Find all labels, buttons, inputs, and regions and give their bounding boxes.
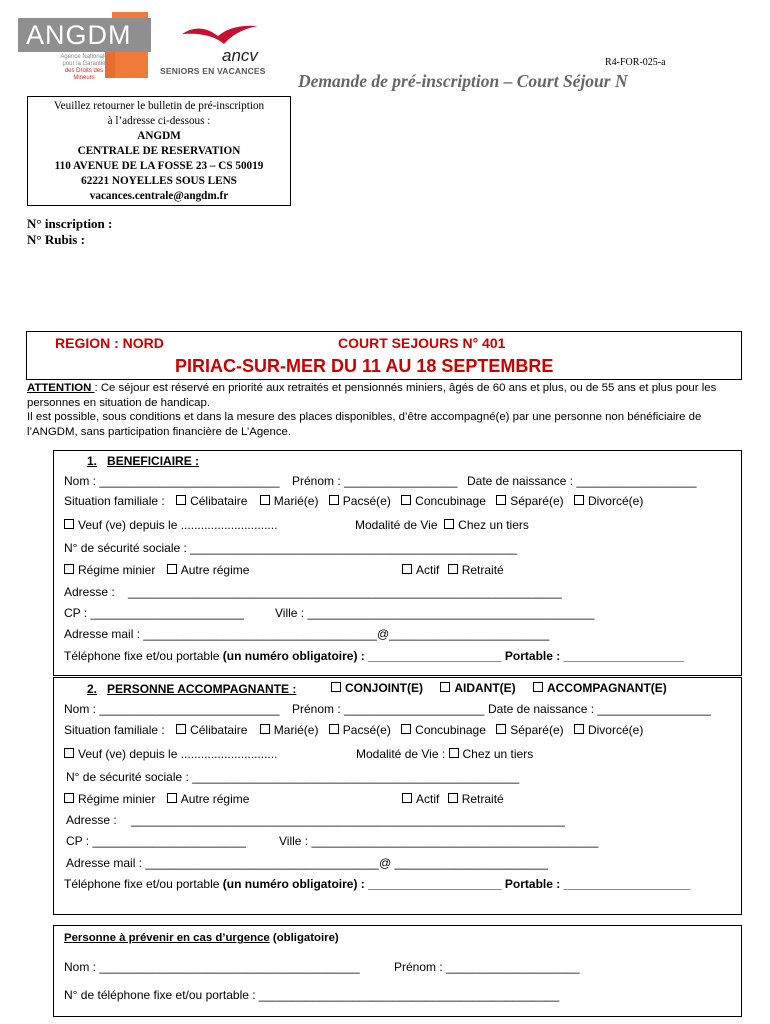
- option-actif[interactable]: [402, 563, 439, 577]
- option-label: Concubinage: [415, 494, 486, 508]
- address-line-3: ANGDM: [137, 130, 181, 142]
- inscription-block: [27, 216, 112, 248]
- checkbox-icon[interactable]: [331, 682, 341, 692]
- checkbox-icon[interactable]: [167, 564, 177, 574]
- option-label: Séparé(e): [510, 723, 564, 737]
- option-label: Pacsé(e): [342, 723, 391, 737]
- beneficiaire-prenom-field[interactable]: Prénom : _________________: [292, 474, 458, 488]
- option-pacse[interactable]: [329, 723, 391, 737]
- rubis-number-label: N° Rubis :: [27, 232, 85, 247]
- checkbox-icon[interactable]: [444, 519, 454, 529]
- option-accompagnant[interactable]: [533, 681, 667, 695]
- option-actif[interactable]: [402, 792, 439, 806]
- beneficiaire-mail-field[interactable]: Adresse mail : ___________________________________@________________________: [64, 627, 550, 641]
- beneficiaire-regime-row: [64, 563, 249, 577]
- accompagnant-cp-field[interactable]: CP : _______________________: [66, 834, 246, 848]
- option-label: Célibataire: [190, 723, 248, 737]
- beneficiaire-situation-row: [64, 494, 643, 508]
- ancv-logo: ancv: [222, 46, 258, 65]
- checkbox-icon[interactable]: [574, 724, 584, 734]
- checkbox-icon[interactable]: [64, 748, 74, 758]
- return-address-box: [27, 96, 291, 206]
- beneficiaire-tel-field[interactable]: [64, 649, 684, 663]
- accompagnant-secu-field[interactable]: N° de sécurité sociale : _________________________________________________: [66, 770, 520, 784]
- angdm-tagline-1: Agence Nationale: [60, 54, 108, 60]
- option-label: Séparé(e): [510, 494, 564, 508]
- attention-label: ATTENTION: [27, 382, 95, 394]
- address-line-6: 62221 NOYELLES SOUS LENS: [81, 175, 237, 187]
- accompagnant-adresse-label: Adresse :: [66, 813, 117, 827]
- beneficiaire-secu-field[interactable]: N° de sécurité sociale : _________________________________________________: [64, 541, 518, 555]
- checkbox-icon[interactable]: [401, 495, 411, 505]
- checkbox-icon[interactable]: [329, 724, 339, 734]
- accompagnant-type-row: [331, 681, 667, 695]
- inscription-number-label: N° inscription :: [27, 216, 113, 231]
- option-concubinage[interactable]: [401, 494, 486, 508]
- checkbox-icon[interactable]: [496, 495, 506, 505]
- accompagnant-mail-field[interactable]: Adresse mail : ___________________________________@ _______________________: [66, 856, 548, 870]
- accompagnant-veuf[interactable]: [64, 747, 277, 761]
- tel-mandatory: (un numéro obligatoire) : ____________________ Portable : ___________________: [222, 877, 691, 891]
- beneficiaire-heading-num: 1.: [87, 454, 98, 468]
- option-concubinage[interactable]: [401, 723, 486, 737]
- checkbox-icon[interactable]: [64, 519, 74, 529]
- option-celibataire[interactable]: [176, 723, 247, 737]
- option-separe[interactable]: [496, 494, 563, 508]
- checkbox-icon[interactable]: [533, 682, 543, 692]
- beneficiaire-adresse-label: Adresse :: [64, 585, 115, 599]
- checkbox-icon[interactable]: [64, 564, 74, 574]
- court-sejour-label: COURT SEJOURS N° 401: [338, 335, 506, 351]
- veuf-label: Veuf (ve) depuis le .............................: [78, 747, 278, 761]
- beneficiaire-veuf[interactable]: [64, 518, 277, 532]
- tel-label: Téléphone fixe et/ou portable: [64, 877, 220, 891]
- checkbox-icon[interactable]: [64, 793, 74, 803]
- option-divorce[interactable]: [574, 723, 643, 737]
- option-divorce[interactable]: [574, 494, 643, 508]
- accompagnant-modalite: [356, 747, 533, 761]
- option-autre-regime[interactable]: [167, 792, 250, 806]
- checkbox-icon[interactable]: [449, 748, 459, 758]
- beneficiaire-adresse-field[interactable]: _________________________________________________________________: [128, 585, 562, 599]
- option-label: Retraité: [461, 792, 504, 806]
- accompagnant-adresse-field[interactable]: _________________________________________________________________: [131, 813, 565, 827]
- option-label: Autre régime: [180, 792, 250, 806]
- checkbox-icon[interactable]: [329, 495, 339, 505]
- option-label: AIDANT(E): [454, 681, 516, 695]
- address-line-5: 110 AVENUE DE LA FOSSE 23 – CS 50019: [54, 160, 264, 172]
- checkbox-icon[interactable]: [448, 564, 458, 574]
- angdm-tagline: [55, 54, 113, 82]
- address-line-2: à l’adresse ci-dessous :: [107, 115, 211, 127]
- option-label: Actif: [416, 792, 440, 806]
- checkbox-icon[interactable]: [176, 724, 186, 734]
- checkbox-icon[interactable]: [402, 793, 412, 803]
- option-regime-minier[interactable]: [64, 792, 155, 806]
- beneficiaire-nom-field[interactable]: Nom : ___________________________: [64, 474, 280, 488]
- checkbox-icon[interactable]: [496, 724, 506, 734]
- urgence-heading-suffix: (obligatoire): [269, 932, 339, 944]
- checkbox-icon[interactable]: [448, 793, 458, 803]
- option-label: Retraité: [461, 563, 504, 577]
- option-label: Célibataire: [190, 494, 248, 508]
- tiers-label: Chez un tiers: [458, 518, 529, 532]
- beneficiaire-modalite: [355, 518, 529, 532]
- accompagnant-regime-row: [64, 792, 249, 806]
- checkbox-icon[interactable]: [402, 564, 412, 574]
- attention-text-1: : Ce séjour est réservé en priorité aux retraités et pensionnés miniers, âgés de 60 ans et plus, ou de 55 ans et plus pour les personnes en situation de handicap.: [27, 382, 717, 409]
- option-label: Actif: [416, 563, 440, 577]
- accompagnant-heading-num: 2.: [87, 682, 98, 696]
- urgence-nom-field[interactable]: Nom : _______________________________________: [64, 960, 360, 974]
- option-label: Régime minier: [78, 792, 156, 806]
- checkbox-icon[interactable]: [176, 495, 186, 505]
- option-marie[interactable]: [260, 494, 319, 508]
- checkbox-icon[interactable]: [260, 724, 270, 734]
- tel-mandatory: (un numéro obligatoire) : ____________________ Portable : __________________: [222, 649, 684, 663]
- option-separe[interactable]: [496, 723, 563, 737]
- attention-notice: [27, 381, 742, 439]
- accompagnant-heading-text: PERSONNE ACCOMPAGNANTE :: [107, 682, 297, 696]
- modalite-label: Modalité de Vie :: [356, 747, 446, 761]
- option-label: Marié(e): [273, 494, 319, 508]
- option-label: Divorcé(e): [587, 723, 644, 737]
- attention-text-2: Il est possible, sous conditions et dans la mesure des places disponibles, d’être accompagné(e) par une personne non bénéficiaire de l’ANGDM, sans participation financière de L’Agence.: [27, 411, 702, 438]
- option-label: Marié(e): [273, 723, 319, 737]
- beneficiaire-naissance-field[interactable]: Date de naissance : __________________: [467, 474, 697, 488]
- address-line-1: Veuillez retourner le bulletin de pré-inscription: [53, 100, 265, 112]
- option-aidant[interactable]: [440, 681, 515, 695]
- angdm-logo-text: ANGDM: [26, 20, 132, 50]
- beneficiaire-statut-row: [402, 563, 504, 577]
- option-conjoint[interactable]: [331, 681, 423, 695]
- region-label: REGION : NORD: [55, 335, 164, 351]
- option-retraite[interactable]: [448, 792, 504, 806]
- option-label: ACCOMPAGNANT(E): [547, 681, 667, 695]
- checkbox-icon[interactable]: [440, 682, 450, 692]
- urgence-prenom-field[interactable]: Prénom : ____________________: [394, 960, 580, 974]
- option-autre-regime[interactable]: [167, 563, 250, 577]
- accompagnant-tel-field[interactable]: [64, 877, 690, 891]
- accompagnant-statut-row: [402, 792, 504, 806]
- page-title: Demande de pré-inscription – Court Séjour N: [298, 71, 628, 91]
- option-label: Pacsé(e): [342, 494, 391, 508]
- beneficiaire-cp-field[interactable]: CP : _______________________: [64, 606, 244, 620]
- tiers-label: Chez un tiers: [462, 747, 534, 761]
- angdm-tagline-2: pour la Garantie: [62, 61, 106, 67]
- option-marie[interactable]: [260, 723, 319, 737]
- angdm-tagline-3: des Droits des Mineurs: [64, 68, 104, 81]
- accompagnant-nom-field[interactable]: Nom : ___________________________: [64, 702, 280, 716]
- accompagnant-situation-row: [64, 723, 643, 737]
- option-label: Concubinage: [415, 723, 486, 737]
- ancv-tagline: SENIORS EN VACANCES: [160, 66, 266, 76]
- accompagnant-naissance-field[interactable]: Date de naissance : _________________: [488, 702, 711, 716]
- urgence-heading: [64, 932, 339, 944]
- accompagnant-heading: [87, 682, 296, 696]
- angdm-logo: [18, 18, 151, 52]
- checkbox-icon[interactable]: [167, 793, 177, 803]
- option-pacse[interactable]: [329, 494, 391, 508]
- modalite-label: Modalité de Vie: [355, 518, 438, 532]
- address-line-4: CENTRALE DE RESERVATION: [77, 145, 241, 157]
- option-label: Autre régime: [180, 563, 250, 577]
- form-reference: R4-FOR-025-a: [605, 57, 666, 68]
- beneficiaire-heading-text: BENEFICIAIRE :: [107, 454, 200, 468]
- option-retraite[interactable]: [448, 563, 504, 577]
- option-label: Régime minier: [78, 563, 156, 577]
- option-celibataire[interactable]: [176, 494, 247, 508]
- situation-label: Situation familiale :: [64, 723, 165, 737]
- checkbox-icon[interactable]: [574, 495, 584, 505]
- veuf-label: Veuf (ve) depuis le .............................: [78, 518, 278, 532]
- beneficiaire-ville-field[interactable]: Ville : ___________________________________________: [275, 606, 595, 620]
- tel-label: Téléphone fixe et/ou portable: [64, 649, 220, 663]
- urgence-tel-field[interactable]: N° de téléphone fixe et/ou portable : _____________________________________________: [64, 988, 560, 1002]
- destination-title: PIRIAC-SUR-MER DU 11 AU 18 SEPTEMBRE: [175, 356, 554, 376]
- option-label: CONJOINT(E): [345, 681, 423, 695]
- checkbox-icon[interactable]: [260, 495, 270, 505]
- option-regime-minier[interactable]: [64, 563, 155, 577]
- address-email: vacances.centrale@angdm.fr: [89, 190, 229, 202]
- accompagnant-prenom-field[interactable]: Prénom : _____________________: [292, 702, 485, 716]
- beneficiaire-heading: [87, 454, 199, 468]
- option-label: Divorcé(e): [587, 494, 644, 508]
- accompagnant-ville-field[interactable]: Ville : ___________________________________________: [279, 834, 599, 848]
- situation-label: Situation familiale :: [64, 494, 165, 508]
- urgence-heading-text: Personne à prévenir en cas d’urgence: [64, 932, 270, 944]
- checkbox-icon[interactable]: [401, 724, 411, 734]
